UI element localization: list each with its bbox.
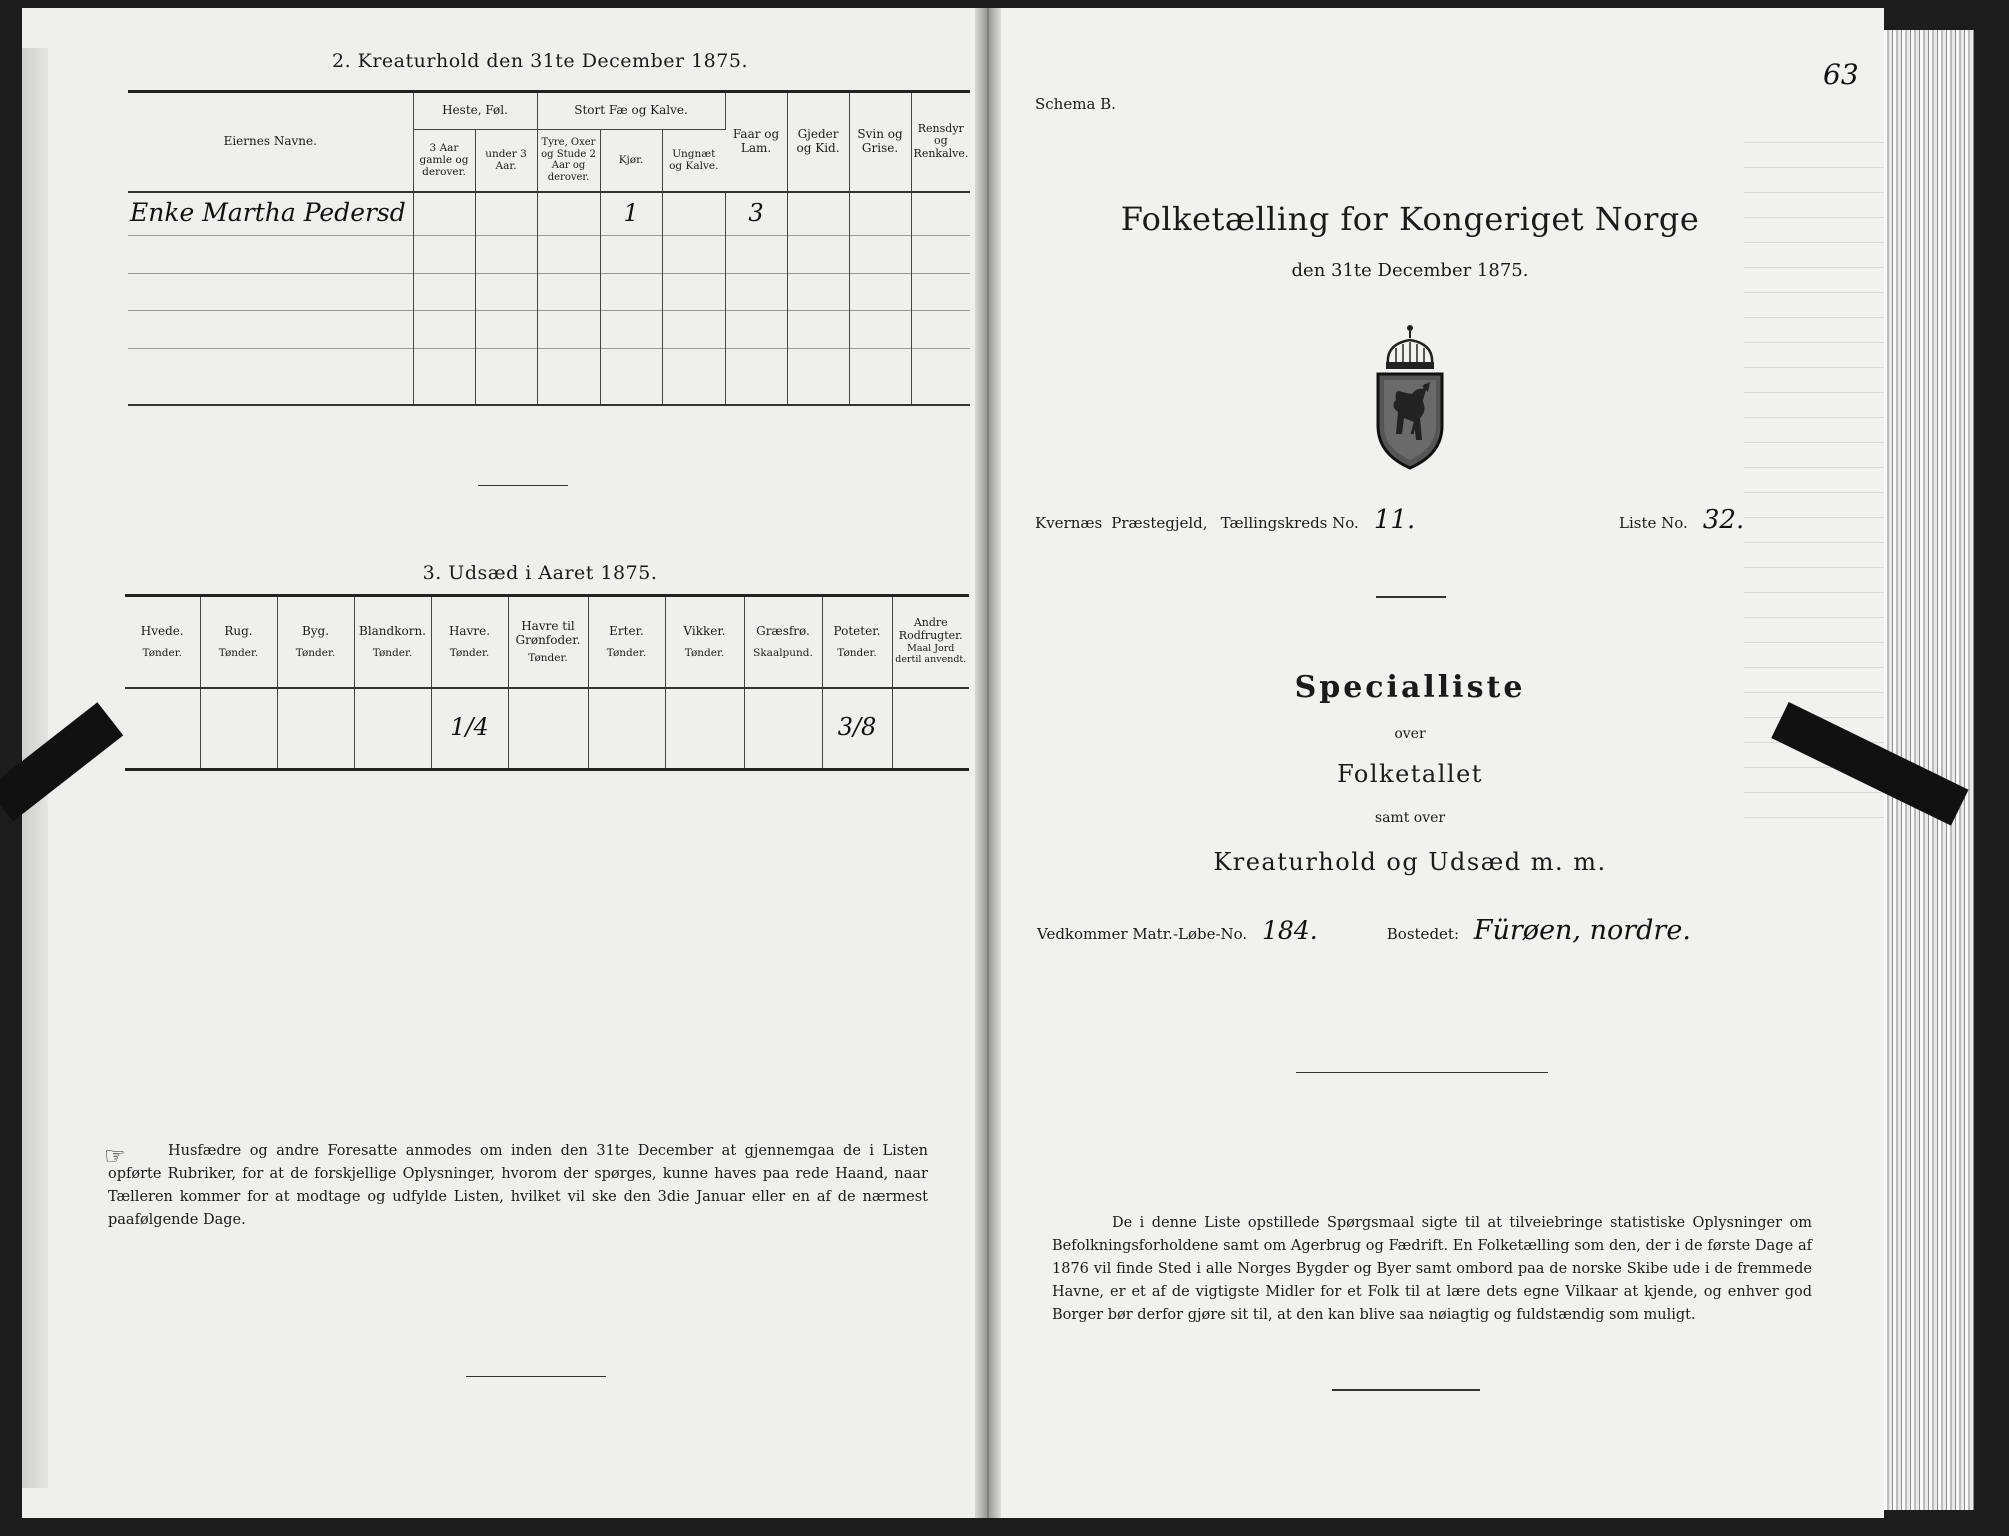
seed-value-gronfoder (508, 688, 588, 770)
divider (1296, 1072, 1548, 1073)
schema-label: Schema B. (1035, 95, 1116, 113)
bulls-header: Tyre, Oxer og Stude 2 Aar og derover. (537, 130, 600, 192)
info-body: De i denne Liste opstillede Spørgsmaal sigte til at tilveiebringe statistiske Oplysninger om Befolkningsforholdene samt om Agerbrug og Fædrift. En Folketælling som den, der i de første Dage af 1876 vil finde Sted i alle Norges Bygder og Byer samt ombord paa de norske Skibe ude i de fremmede Havne, er et af de vigtigste Midler for et Folk til at lære dets egne Vilkaar at kjende, og enhver god Borger bør derfor gjøre sit til, at den kan blive saa nøiagtig og fuldstændig som muligt. (1052, 1215, 1812, 1323)
census-date: den 31te December 1875. (1291, 260, 1529, 281)
kreds-label: Tællingskreds No. (1220, 514, 1359, 532)
matr-label: Vedkommer Matr.-Løbe-No. (1037, 925, 1248, 943)
cows-header: Kjør. (600, 130, 662, 192)
seed-value-havre: 1/4 (431, 688, 508, 770)
table-row (128, 192, 970, 236)
cows-value: 1 (600, 192, 662, 236)
reindeer-header: Rensdyr og Renkalve. (911, 92, 970, 192)
horses-adult-header: 3 Aar gamle og derover. (413, 130, 475, 192)
liste-number: 32. (1702, 505, 1745, 535)
parish-label: Præstegjeld, (1111, 514, 1208, 532)
over-label: over (1394, 726, 1426, 742)
horses-young-header: under 3 Aar. (475, 130, 537, 192)
seed-header-erter: Erter. Tønder. (588, 596, 665, 688)
seed-header-blandkorn: Blandkorn. Tønder. (354, 596, 431, 688)
divider (1332, 1389, 1480, 1391)
matr-number: 184. (1262, 916, 1318, 945)
livestock-table (128, 90, 970, 406)
divider (478, 485, 568, 486)
samt-over-label: samt over (1374, 810, 1446, 826)
seed-value-rodfrugter (892, 688, 969, 770)
seed-header-vikker: Vikker. Tønder. (665, 596, 744, 688)
property-line (1037, 915, 1691, 946)
owner-name: Enke Martha Pedersd (128, 192, 413, 236)
kreds-number: 11. (1373, 505, 1416, 535)
seed-header-rug: Rug. Tønder. (200, 596, 277, 688)
seed-header-byg: Byg. Tønder. (277, 596, 354, 688)
seed-header-gronfoder: Havre til Grønfoder. Tønder. (508, 596, 588, 688)
seed-header-poteter: Poteter. Tønder. (822, 596, 892, 688)
cattle-header: Stort Fæ og Kalve. (537, 92, 725, 130)
seed-value-poteter: 3/8 (822, 688, 892, 770)
seed-value-hvede (125, 688, 200, 770)
goats-header: Gjeder og Kid. (787, 92, 849, 192)
seed-value-graesfro (744, 688, 822, 770)
info-text (1052, 1212, 1812, 1327)
notice-body: Husfædre og andre Foresatte anmodes om inden den 31te December at gjennemgaa de i Listen opførte Rubriker, for at de forskjellige Oplysninger, hvorom der spørges, kunne haves paa rede Haand, naar Tælleren kommer for at modtage og udfylde Listen, hvilket vil ske den 3die Januar eller en af de nærmest paafølgende Dage. (108, 1143, 928, 1228)
main-title: Folketælling for Kongeriget Norge (1120, 200, 1700, 238)
seed-header-havre: Havre. Tønder. (431, 596, 508, 688)
seed-value-erter (588, 688, 665, 770)
folketallet-label: Folketallet (1337, 760, 1483, 788)
horses-header: Heste, Føl. (413, 92, 537, 130)
divider (466, 1376, 606, 1377)
notice-text (104, 1140, 928, 1232)
seed-title: 3. Udsæd i Aaret 1875. (422, 562, 658, 584)
liste-label: Liste No. (1619, 514, 1688, 532)
owner-header: Eiernes Navne. (128, 92, 413, 192)
book-gutter (975, 8, 1001, 1518)
livestock-title: 2. Kreaturhold den 31te December 1875. (331, 50, 748, 72)
district-line (1035, 505, 1865, 535)
bosted-label: Bostedet: (1386, 925, 1459, 943)
divider (1376, 596, 1446, 598)
pointing-hand-icon: ☞ (104, 1142, 126, 1170)
sheep-value: 3 (725, 192, 787, 236)
coat-of-arms-icon (1372, 322, 1448, 472)
special-title: Specialliste (1294, 670, 1526, 705)
seed-value-vikker (665, 688, 744, 770)
seed-header-graesfro: Græsfrø. Skaalpund. (744, 596, 822, 688)
seed-header-rodfrugter: Andre Rodfrugter. Maal Jord dertil anvendt. (892, 596, 969, 688)
calves-header: Ungnæt og Kalve. (669, 148, 719, 173)
bosted-value: Fürøen, nordre. (1473, 915, 1691, 946)
seed-header-hvede: Hvede. Tønder. (125, 596, 200, 688)
seed-table (125, 594, 969, 771)
sheep-header: Faar og Lam. (725, 92, 787, 192)
kreaturhold-label: Kreaturhold og Udsæd m. m. (1213, 848, 1607, 876)
parish-name: Kvernæs (1035, 514, 1103, 532)
pigs-header: Svin og Grise. (849, 92, 911, 192)
page-number: 63 (1823, 58, 1859, 91)
seed-value-rug (200, 688, 277, 770)
table-row (125, 688, 969, 770)
seed-value-blandkorn (354, 688, 431, 770)
seed-value-byg (277, 688, 354, 770)
